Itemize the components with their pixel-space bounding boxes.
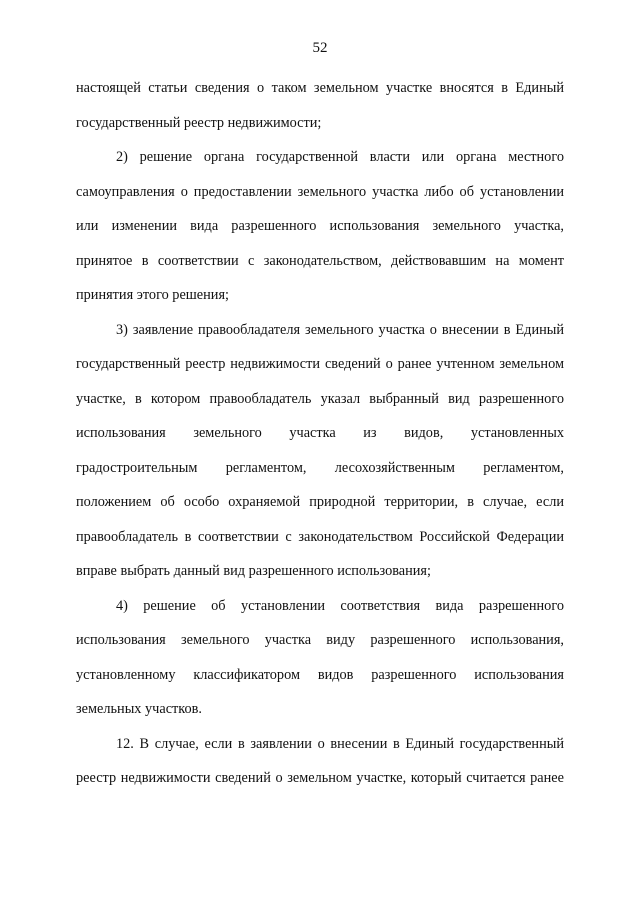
- text-line: принятое в соответствии с законодательством, действовавшим на момент: [76, 252, 564, 269]
- text-line: государственный реестр недвижимости сведений о ранее учтенном земельном: [76, 356, 564, 372]
- paragraph: [76, 589, 564, 727]
- text-line: реестр недвижимости сведений о земельном участке, который считается ранее: [76, 770, 564, 786]
- paragraph: [76, 727, 564, 796]
- text-line: или изменении вида разрешенного использования земельного участка,: [76, 218, 564, 234]
- text-line: 12. В случае, если в заявлении о внесении в Единый государственный: [116, 735, 564, 752]
- text-line: положением об особо охраняемой природной территории, в случае, если: [76, 494, 564, 510]
- text-line: земельных участков.: [76, 701, 202, 717]
- text-line: 4) решение об установлении соответствия вида разрешенного: [116, 597, 564, 614]
- page-number: 52: [312, 40, 328, 56]
- paragraph: [76, 313, 564, 589]
- text-line: государственный реестр недвижимости;: [76, 114, 322, 131]
- text-line: использования земельного участка виду разрешенного использования,: [76, 632, 564, 648]
- text-line: участке, в котором правообладатель указал выбранный вид разрешенного: [76, 390, 564, 407]
- document-body: [76, 71, 564, 796]
- text-line: принятия этого решения;: [76, 287, 230, 303]
- text-line: настоящей статьи сведения о таком земельном участке вносятся в Единый: [76, 80, 564, 96]
- text-line: использования земельного участка из видов, установленных: [76, 425, 564, 441]
- text-line: 2) решение органа государственной власти или органа местного: [116, 149, 564, 165]
- text-line: правообладатель в соответствии с законодательством Российской Федерации: [76, 528, 564, 545]
- paragraph: [76, 140, 564, 313]
- text-line: самоуправления о предоставлении земельного участка либо об установлении: [76, 183, 564, 200]
- text-line: вправе выбрать данный вид разрешенного использования;: [76, 563, 431, 579]
- text-line: установленному классификатором видов разрешенного использования: [76, 666, 564, 683]
- text-line: 3) заявление правообладателя земельного участка о внесении в Единый: [116, 321, 564, 338]
- text-line: градостроительным регламентом, лесохозяйственным регламентом,: [76, 459, 564, 476]
- paragraph: [76, 71, 564, 140]
